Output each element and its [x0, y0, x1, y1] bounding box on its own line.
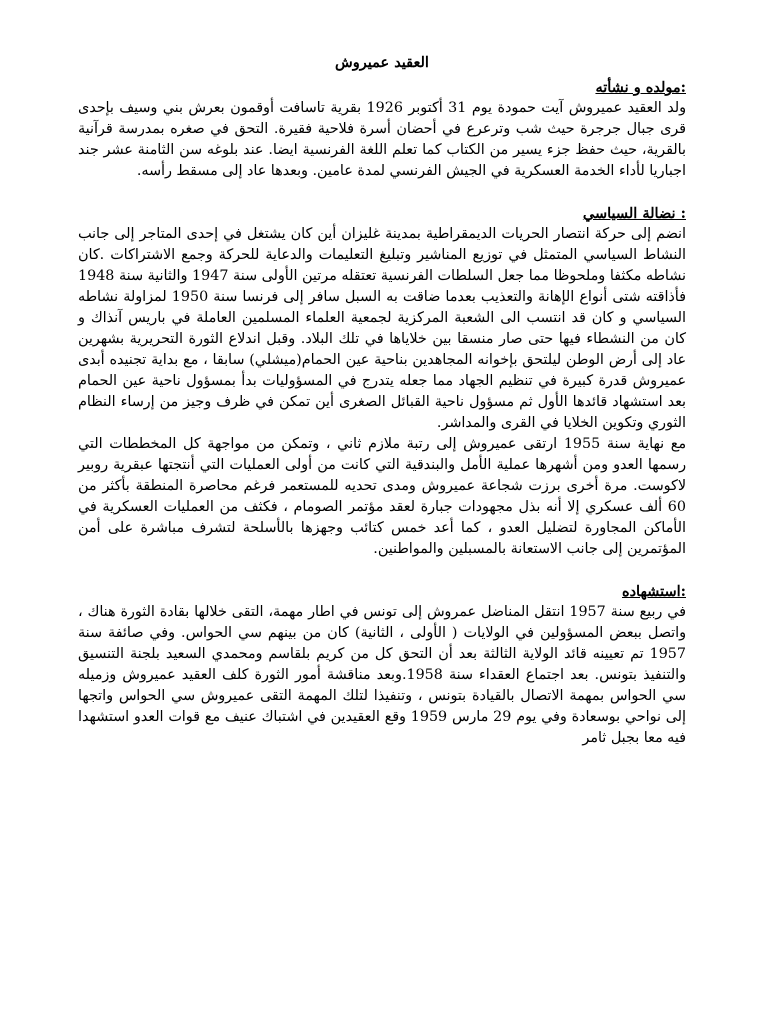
paragraph-political-1: انضم إلى حركة انتصار الحريات الديمقراطية بمدينة غليزان أين كان يشتغل في إحدى المتاجر إلى جانب النشاط السياسي المتمثل في توزيع المناشير وتبليغ التعليمات والدعاية للحركة وجمع الاشتراكات .كان نشاطه مكثفا وملحوظا مما جعل السلطات الفرنسية تعتقله مرتين الأولى سنة 1947 والثانية سنة 1948 فأذاقته شتى أنواع الإهانة والتعذيب بعدما ضاقت به السبل سافر إلى فرنسا سنة 1950 لمزاولة نشاطه السياسي و كان قد انتسب الى الشعبة المركزية لجمعية العلماء المسلمين العاملة في باريس آنذاك و كان من النشطاء فيها حتى صار منسقا بين خلاياها في تلك البلاد. وقبل اندلاع الثورة التحريرية بشهرين عاد إلى أرض الوطن ليلتحق بإخوانه المجاهدين بناحية عين الحمام(ميشلي) سابقا ، مع بداية تجنيده أبدى عميروش قدرة كبيرة في تنظيم الجهاد مما جعله يتدرج في المسؤوليات بدأ بمسؤول ناحية عين الحمام بعد استشهاد قائدها الأول ثم مسؤول ناحية القبائل الصغرى أين تمكن في ظرف وجيز من إرساء النظام الثوري وتكوين الخلايا في القرى والمداشر. [78, 226, 687, 431]
paragraph-martyrdom: في ربيع سنة 1957 انتقل المناضل عمروش إلى تونس في اطار مهمة، التقى خلالها بقادة الثورة هناك ، واتصل ببعض المسؤولين في الولايات ( الأولى ، الثانية) كان من بينهم سي الحواس. وفي صائفة سنة 1957 تم تعيينه قائد الولاية الثالثة بعد أن التحق كل من كريم بلقاسم ومحمدي السعيد بلجنة التنسيق والتنفيذ بتونس. بعد اجتماع العقداء سنة 1958.وبعد مناقشة أمور الثورة كلف العقيد عميروش وزميله سي الحواس بمهمة الاتصال بالقيادة بتونس ، وتنفيذا لتلك المهمة التقى عميروش سي الحواس واتجها إلى نواحي بوسعادة وفي يوم 29 مارس 1959 وقع العقيدين في اشتباك عنيف مع قوات العدو استشهدا فيه معا بجبل ثامر [78, 604, 687, 746]
section-heading-martyrdom: :استشهاده [622, 583, 686, 600]
paragraph-political-2: مع نهاية سنة 1955 ارتقى عميروش إلى رتبة ملازم ثاني ، وتمكن من مواجهة كل المخططات التي رسمها العدو ومن أشهرها عملية الأمل والبندقية التي كانت من أولى العمليات التي أنتجتها عبقرية روبير لاكوست. مرة أخرى برزت شجاعة عميروش ومدى تحديه للمستعمر فرغم محاصرة المنطقة بأكثر من 60 ألف عسكري إلا أنه بذل مجهودات جبارة لعقد مؤتمر الصومام ، فكثف من العمليات العسكرية في الأماكن المجاورة لتضليل العدو ، كما أعد خمس كتائب وجهزها بالأسلحة لتشرف مباشرة على أمن المؤتمرين إلى جانب الاستعانة بالمسبلين والمواطنين. [78, 436, 687, 557]
section-heading-birth: :مولده و نشأته [595, 79, 686, 96]
document-title: العقيد عميروش [335, 54, 429, 71]
section-spacer [78, 560, 686, 582]
section-political-struggle [78, 204, 686, 560]
section-martyrdom [78, 582, 686, 749]
document-page [78, 54, 686, 749]
section-birth-upbringing [78, 78, 686, 182]
section-spacer [78, 182, 686, 204]
section-heading-political: : نضالة السياسي [582, 205, 686, 222]
paragraph-birth: ولد العقيد عميروش آيت حمودة يوم 31 أكتوبر 1926 بقرية تاسافت أوقمون بعرش بني وسيف بإحدى قرى جبال جرجرة حيث شب وترعرع في أحضان أسرة فلاحية فقيرة. التحق في صغره بمدرسة قرآنية بالقرية، حيث حفظ جزء يسير من الكتاب كما تعلم اللغة الفرنسية ايضا. عند بلوغه سن الثامنة عشر جند اجباريا لأداء الخدمة العسكرية في الجيش الفرنسي لمدة عامين. وبعدها عاد إلى مسقط رأسه. [78, 100, 686, 179]
